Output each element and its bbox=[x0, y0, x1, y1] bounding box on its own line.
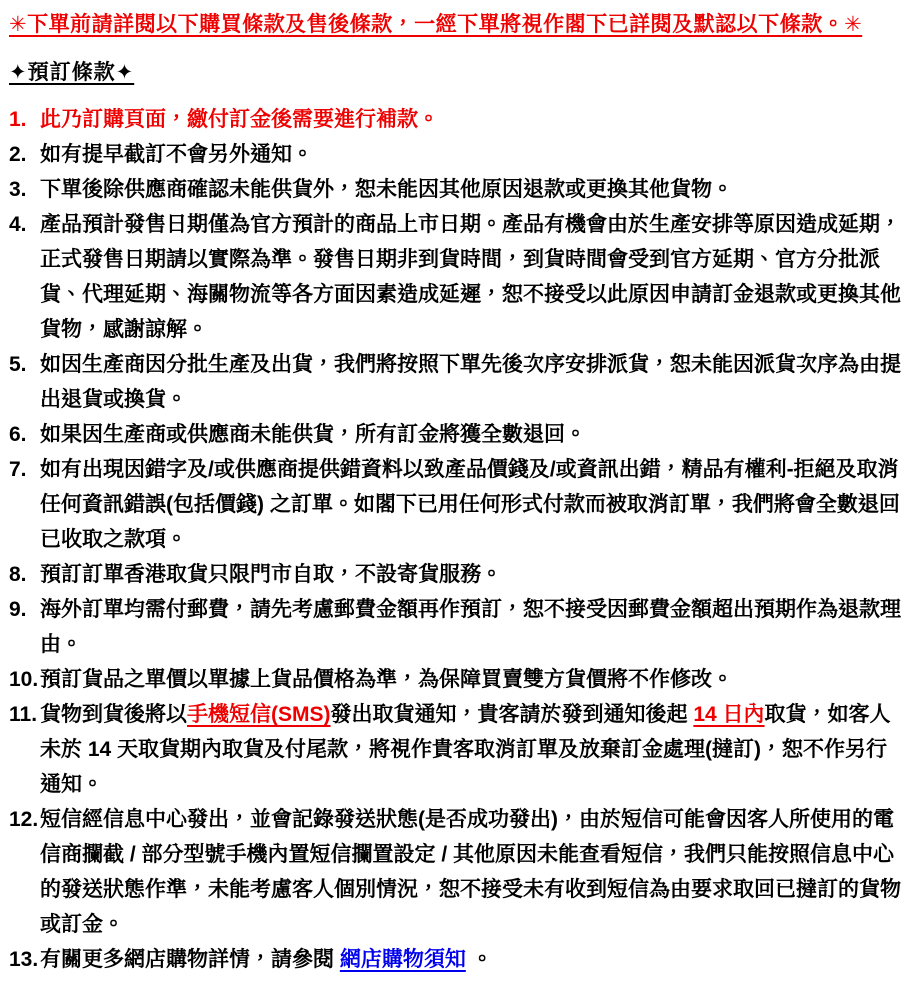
term-item-8 bbox=[9, 557, 905, 592]
term-text-segment: 14 日內 bbox=[693, 703, 765, 726]
term-text-segment: 如果因生產商或供應商未能供貨，所有訂金將獲全數退回。 bbox=[40, 423, 586, 446]
term-content bbox=[40, 347, 905, 417]
term-text-segment: 有關更多網店購物詳情，請參閱 bbox=[40, 948, 340, 971]
term-item-2 bbox=[9, 137, 905, 172]
term-text-segment: 海外訂單均需付郵費，請先考慮郵費金額再作預訂，恕不接受因郵費金額超出預期作為退款理由。 bbox=[40, 598, 901, 656]
term-item-13 bbox=[9, 942, 905, 977]
term-item-9 bbox=[9, 592, 905, 662]
term-text-segment: 短信經信息中心發出，並會記錄發送狀態(是否成功發出)，由於短信可能會因客人所使用的電信商攔截 / 部分型號手機內置短信攔置設定 / 其他原因未能查看短信，我們只能按照信息中心的發送狀態作準，未能考慮客人個別情況，恕不接受未有收到短信為由要求取回已撻訂的貨物或訂金。 bbox=[40, 808, 901, 936]
term-content bbox=[40, 662, 905, 697]
term-content bbox=[40, 557, 905, 592]
term-text-segment: 預訂訂單香港取貨只限門市自取，不設寄貨服務。 bbox=[40, 563, 502, 586]
term-content bbox=[40, 942, 905, 977]
term-number: 11. bbox=[9, 703, 38, 726]
term-number: 9. bbox=[9, 598, 27, 621]
term-text-segment: 手機短信(SMS) bbox=[187, 703, 331, 726]
term-number: 2. bbox=[9, 143, 27, 166]
term-item-7 bbox=[9, 452, 905, 557]
term-text-segment: 如有出現因錯字及/或供應商提供錯資料以致產品價錢及/或資訊出錯，精品有權利-拒絕及取消任何資訊錯誤(包括價錢) 之訂單。如閣下已用任何形式付款而被取消訂單，我們將會全數退回已收取之款項。 bbox=[40, 458, 900, 551]
term-text-segment: 預訂貨品之單價以單據上貨品價格為準，為保障買賣雙方貨價將不作修改。 bbox=[40, 668, 733, 691]
shop-guide-link[interactable]: 網店購物須知 bbox=[339, 948, 466, 971]
term-text-segment: 如因生產商因分批生產及出貨，我們將按照下單先後次序安排派貨，恕未能因派貨次序為由提出退貨或換貨。 bbox=[40, 353, 901, 411]
term-item-4 bbox=[9, 207, 905, 347]
term-number: 3. bbox=[9, 178, 27, 201]
term-number: 12. bbox=[9, 808, 39, 831]
term-text-segment: 如有提早截訂不會另外通知。 bbox=[40, 143, 313, 166]
term-content bbox=[40, 802, 905, 942]
terms-list bbox=[9, 102, 905, 977]
term-text-segment: 此乃訂購頁面，繳付訂金後需要進行補款。 bbox=[40, 108, 439, 131]
term-content bbox=[40, 172, 905, 207]
term-number: 10. bbox=[9, 668, 39, 691]
term-text-segment: 取貨，如客人未於 14 天取貨期內取貨及付尾款，將視作貴客取消訂單及放棄訂金處理(撻訂)，恕不作另行通知。 bbox=[40, 703, 891, 796]
term-item-10 bbox=[9, 662, 905, 697]
term-item-3 bbox=[9, 172, 905, 207]
term-number: 4. bbox=[9, 213, 27, 236]
term-text-segment: 發出取貨通知，貴客請於發到通知後起 bbox=[330, 703, 694, 726]
term-number: 5. bbox=[9, 353, 27, 376]
term-text-segment: 貨物到貨後將以 bbox=[40, 703, 187, 726]
term-number: 1. bbox=[9, 108, 27, 131]
term-content bbox=[40, 417, 905, 452]
term-content bbox=[40, 697, 905, 802]
term-text-segment: 。 bbox=[465, 948, 493, 971]
term-number: 7. bbox=[9, 458, 27, 481]
term-item-5 bbox=[9, 347, 905, 417]
term-number: 13. bbox=[9, 948, 39, 971]
term-content bbox=[40, 452, 905, 557]
term-content bbox=[40, 102, 905, 137]
term-number: 6. bbox=[9, 423, 27, 446]
term-item-6 bbox=[9, 417, 905, 452]
term-text-segment: 下單後除供應商確認未能供貨外，恕未能因其他原因退款或更換其他貨物。 bbox=[40, 178, 733, 201]
purchase-notice-banner: ✳下單前請詳閱以下購買條款及售後條款，一經下單將視作閣下已詳閱及默認以下條款。✳ bbox=[9, 13, 863, 36]
term-text-segment: 產品預計發售日期僅為官方預計的商品上市日期。產品有機會由於生產安排等原因造成延期，正式發售日期請以實際為準。發售日期非到貨時間，到貨時間會受到官方延期、官方分批派貨、代理延期、海關物流等各方面因素造成延遲，恕不接受以此原因申請訂金退款或更換其他貨物，感謝諒解。 bbox=[40, 213, 901, 341]
term-content bbox=[40, 137, 905, 172]
term-content bbox=[40, 207, 905, 347]
term-item-11 bbox=[9, 697, 905, 802]
term-item-12 bbox=[9, 802, 905, 942]
term-number: 8. bbox=[9, 563, 27, 586]
preorder-terms-heading: ✦預訂條款✦ bbox=[9, 61, 135, 84]
term-item-1 bbox=[9, 102, 905, 137]
term-content bbox=[40, 592, 905, 662]
